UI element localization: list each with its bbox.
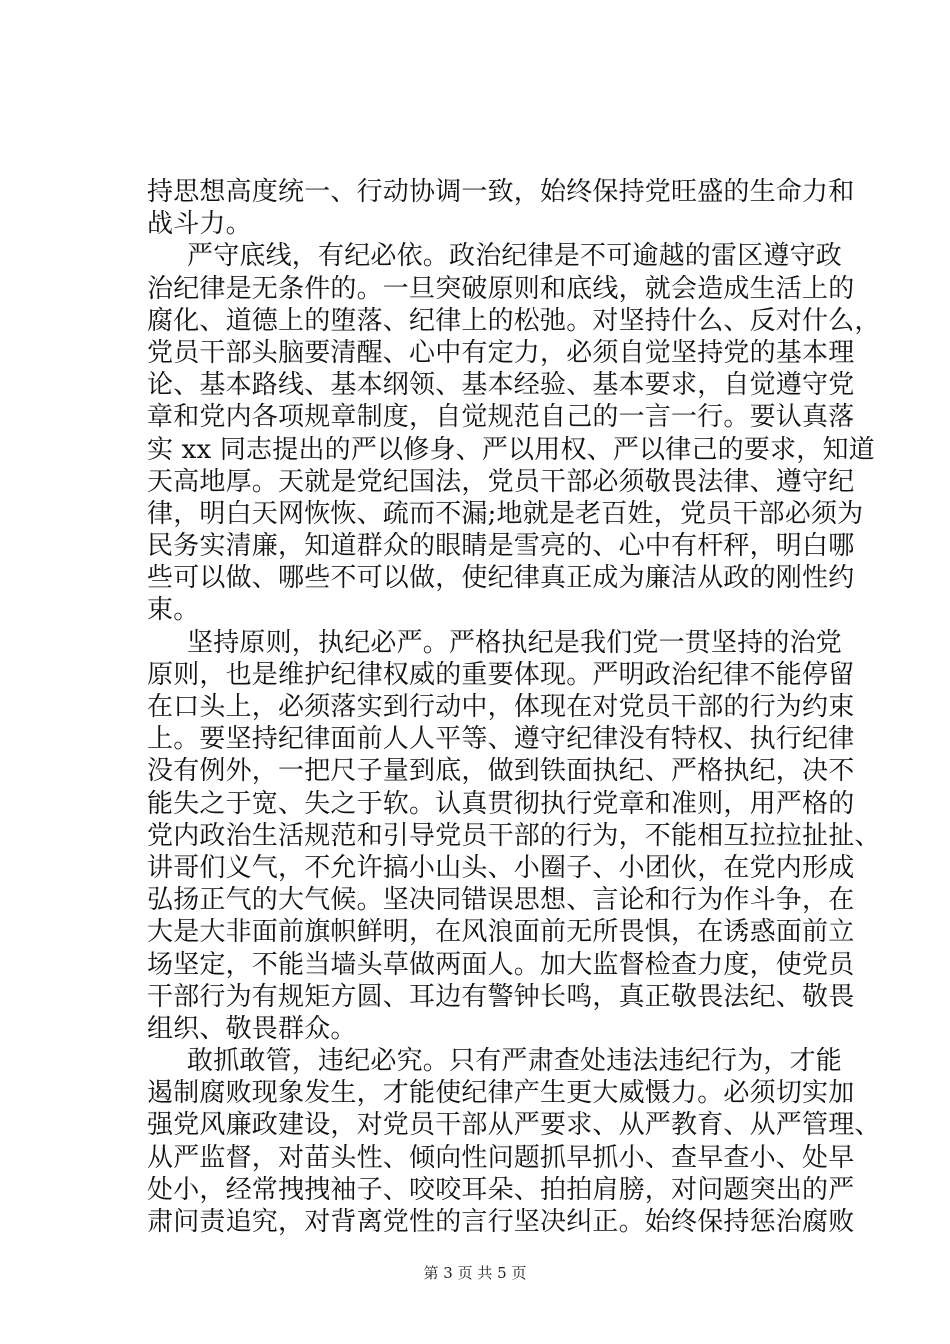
- text-line: 些可以做、哪些不可以做，使纪律真正成为廉洁从政的刚性约: [147, 563, 855, 594]
- text-line: 没有例外，一把尺子量到底，做到铁面执纪、严格执纪，决不: [147, 756, 855, 787]
- text-line: 天高地厚。天就是党纪国法，党员干部必须敬畏法律、遵守纪: [147, 466, 855, 497]
- text-line: 原则，也是维护纪律权威的重要体现。严明政治纪律不能停留: [147, 659, 855, 690]
- paragraph-4: [147, 1045, 881, 1238]
- text-line: 强党风廉政建设，对党员干部从严要求、从严教育、从严管理、: [147, 1110, 881, 1141]
- text-line: 在口头上，必须落实到行动中，体现在对党员干部的行为约束: [147, 692, 855, 722]
- text-line: 坚持原则，执纪必严。严格执纪是我们党一贯坚持的治党: [187, 627, 843, 658]
- text-line: 能失之于宽、失之于软。认真贯彻执行党章和准则，用严格的: [147, 788, 855, 819]
- text-line: 党员干部头脑要清醒、心中有定力，必须自觉坚持党的基本理: [147, 337, 855, 368]
- text-line: 民务实清廉，知道群众的眼睛是雪亮的、心中有杆秤，明白哪: [147, 531, 855, 562]
- text-line: 大是大非面前旗帜鲜明，在风浪面前无所畏惧，在诱惑面前立: [147, 917, 855, 948]
- text-line: 肃问责追究，对背离党性的言行坚决纠正。始终保持惩治腐败: [147, 1207, 855, 1237]
- text-line: 组织、敬畏群众。: [147, 1013, 357, 1044]
- text-line: 敢抓敢管，违纪必究。只有严肃查处违法违纪行为，才能: [187, 1046, 843, 1077]
- text-line: 讲哥们义气，不允许搞小山头、小圈子、小团伙，在党内形成: [147, 852, 855, 883]
- text-line: 持思想高度统一、行动协调一致，始终保持党旺盛的生命力和: [147, 177, 855, 207]
- document-body: [147, 176, 881, 1238]
- text-line: 场坚定，不能当墙头草做两面人。加大监督检查力度，使党员: [147, 949, 855, 980]
- text-line: 干部行为有规矩方圆、耳边有警钟长鸣，真正敬畏法纪、敬畏: [147, 981, 855, 1012]
- text-line: 实 xx 同志提出的严以修身、严以用权、严以律己的要求，知道: [147, 434, 875, 465]
- page-number-label: 第 3 页 共 5 页: [423, 1264, 527, 1282]
- text-line: 处小，经常拽拽袖子、咬咬耳朵、拍拍肩膀，对问题突出的严: [147, 1174, 855, 1205]
- text-line: 战斗力。: [147, 209, 252, 240]
- text-line: 腐化、道德上的堕落、纪律上的松弛。对坚持什么、反对什么，: [147, 305, 881, 336]
- text-line: 从严监督，对苗头性、倾向性问题抓早抓小、查早查小、处早: [147, 1142, 855, 1173]
- text-line: 治纪律是无条件的。一旦突破原则和底线，就会造成生活上的: [147, 273, 855, 304]
- text-line: 章和党内各项规章制度，自觉规范自己的一言一行。要认真落: [147, 402, 855, 433]
- paragraph-2: [147, 240, 881, 626]
- text-line: 论、基本路线、基本纲领、基本经验、基本要求，自觉遵守党: [147, 370, 855, 401]
- page-footer: [0, 1262, 950, 1283]
- paragraph-3: [147, 627, 881, 1045]
- text-line: 党内政治生活规范和引导党员干部的行为，不能相互拉拉扯扯、: [147, 820, 881, 851]
- text-line: 律，明白天网恢恢、疏而不漏;地就是老百姓，党员干部必须为: [147, 498, 864, 529]
- text-line: 弘扬正气的大气候。坚决同错误思想、言论和行为作斗争，在: [147, 885, 855, 916]
- text-line: 上。要坚持纪律面前人人平等、遵守纪律没有特权、执行纪律: [147, 724, 855, 755]
- text-line: 遏制腐败现象发生，才能使纪律产生更大威慑力。必须切实加: [147, 1078, 855, 1109]
- text-line: 束。: [147, 595, 200, 626]
- text-line: 严守底线，有纪必依。政治纪律是不可逾越的雷区遵守政: [187, 241, 843, 272]
- paragraph-1: [147, 176, 855, 240]
